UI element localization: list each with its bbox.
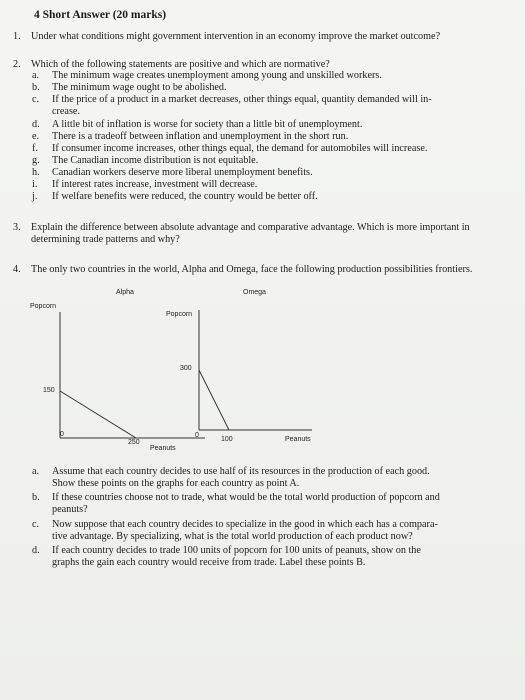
alpha-y-intercept: 150 (43, 387, 55, 394)
omega-origin: 0 (195, 432, 199, 439)
q4-item-text-cont: Show these points on the graphs for each country as point A. (52, 478, 300, 489)
section-heading: 4 Short Answer (20 marks) (34, 9, 167, 21)
q4-item-text: Now suppose that each country decides to specialize in the good in which each has a compara- (52, 519, 438, 530)
omega-y-label: Popcorn (166, 311, 193, 318)
q2-item-label: g. (32, 155, 40, 166)
q2-text: Which of the following statements are positive and which are normative? (31, 59, 330, 70)
q1-text: Under what conditions might government intervention in an economy improve the market outcome? (31, 31, 441, 42)
q2-item-text: There is a tradeoff between inflation and unemployment in the short run. (52, 131, 349, 142)
omega-x-label: Peanuts (285, 436, 311, 443)
q4-item-label: c. (32, 519, 40, 530)
q2-item-label: d. (32, 119, 40, 130)
q2-item-text: The Canadian income distribution is not equitable. (52, 155, 259, 166)
ppf-graphs-svg (0, 280, 525, 460)
q2-item-text: Canadian workers deserve more liberal unemployment benefits. (52, 167, 313, 178)
q2-number: 2. (13, 59, 21, 70)
omega-title: Omega (243, 289, 266, 296)
omega-ppf-line (199, 370, 229, 430)
q2-item-text: If welfare benefits were reduced, the country would be better off. (52, 191, 318, 202)
q2-item-label: e. (32, 131, 40, 142)
q2-item-label: b. (32, 82, 40, 93)
q4-item-text-cont: tive advantage. By specializing, what is the total world production of each product now? (52, 531, 413, 542)
q4-item-label: a. (32, 466, 40, 477)
q2-item-label: a. (32, 70, 40, 81)
alpha-x-intercept: 250 (128, 439, 140, 446)
q3-text-cont: determining trade patterns and why? (31, 234, 180, 245)
q4-item-text-cont: peanuts? (52, 504, 88, 515)
q2-item-label: i. (32, 179, 38, 190)
q2-item-text-cont: crease. (52, 106, 80, 117)
q2-item-text: If the price of a product in a market decreases, other things equal, quantity demanded will in- (52, 94, 432, 105)
q1-number: 1. (13, 31, 21, 42)
alpha-y-label: Popcorn (30, 303, 57, 310)
alpha-x-label: Peanuts (150, 445, 176, 452)
alpha-ppf-line (60, 391, 136, 438)
omega-y-intercept: 300 (180, 365, 192, 372)
q4-item-label: d. (32, 545, 40, 556)
q2-item-text: If interest rates increase, investment will decrease. (52, 179, 258, 190)
q2-item-text: The minimum wage ought to be abolished. (52, 82, 227, 93)
q2-item-label: c. (32, 94, 40, 105)
q4-text: The only two countries in the world, Alpha and Omega, face the following production possibilities frontiers. (31, 264, 473, 275)
omega-x-intercept: 100 (221, 436, 233, 443)
q2-item-label: f. (32, 143, 38, 154)
q2-item-label: h. (32, 167, 40, 178)
q2-item-text: If consumer income increases, other things equal, the demand for automobiles will increase. (52, 143, 428, 154)
q2-item-text: A little bit of inflation is worse for society than a little bit of unemployment. (52, 119, 363, 130)
q3-number: 3. (13, 222, 21, 233)
q4-item-text-cont: graphs the gain each country would receive from trade. Label these points B. (52, 557, 366, 568)
q4-item-text: If each country decides to trade 100 units of popcorn for 100 units of peanuts, show on the (52, 545, 421, 556)
alpha-origin: 0 (60, 431, 64, 438)
q2-item-label: j. (32, 191, 38, 202)
q2-item-text: The minimum wage creates unemployment among young and unskilled workers. (52, 70, 382, 81)
alpha-title: Alpha (116, 289, 134, 296)
q4-item-label: b. (32, 492, 40, 503)
q4-number: 4. (13, 264, 21, 275)
ppf-graphs (0, 280, 525, 460)
q4-item-text: If these countries choose not to trade, what would be the total world production of popcorn and (52, 492, 440, 503)
q4-item-text: Assume that each country decides to use half of its resources in the production of each good. (52, 466, 430, 477)
q3-text: Explain the difference between absolute advantage and comparative advantage. Which is more important in (31, 222, 470, 233)
